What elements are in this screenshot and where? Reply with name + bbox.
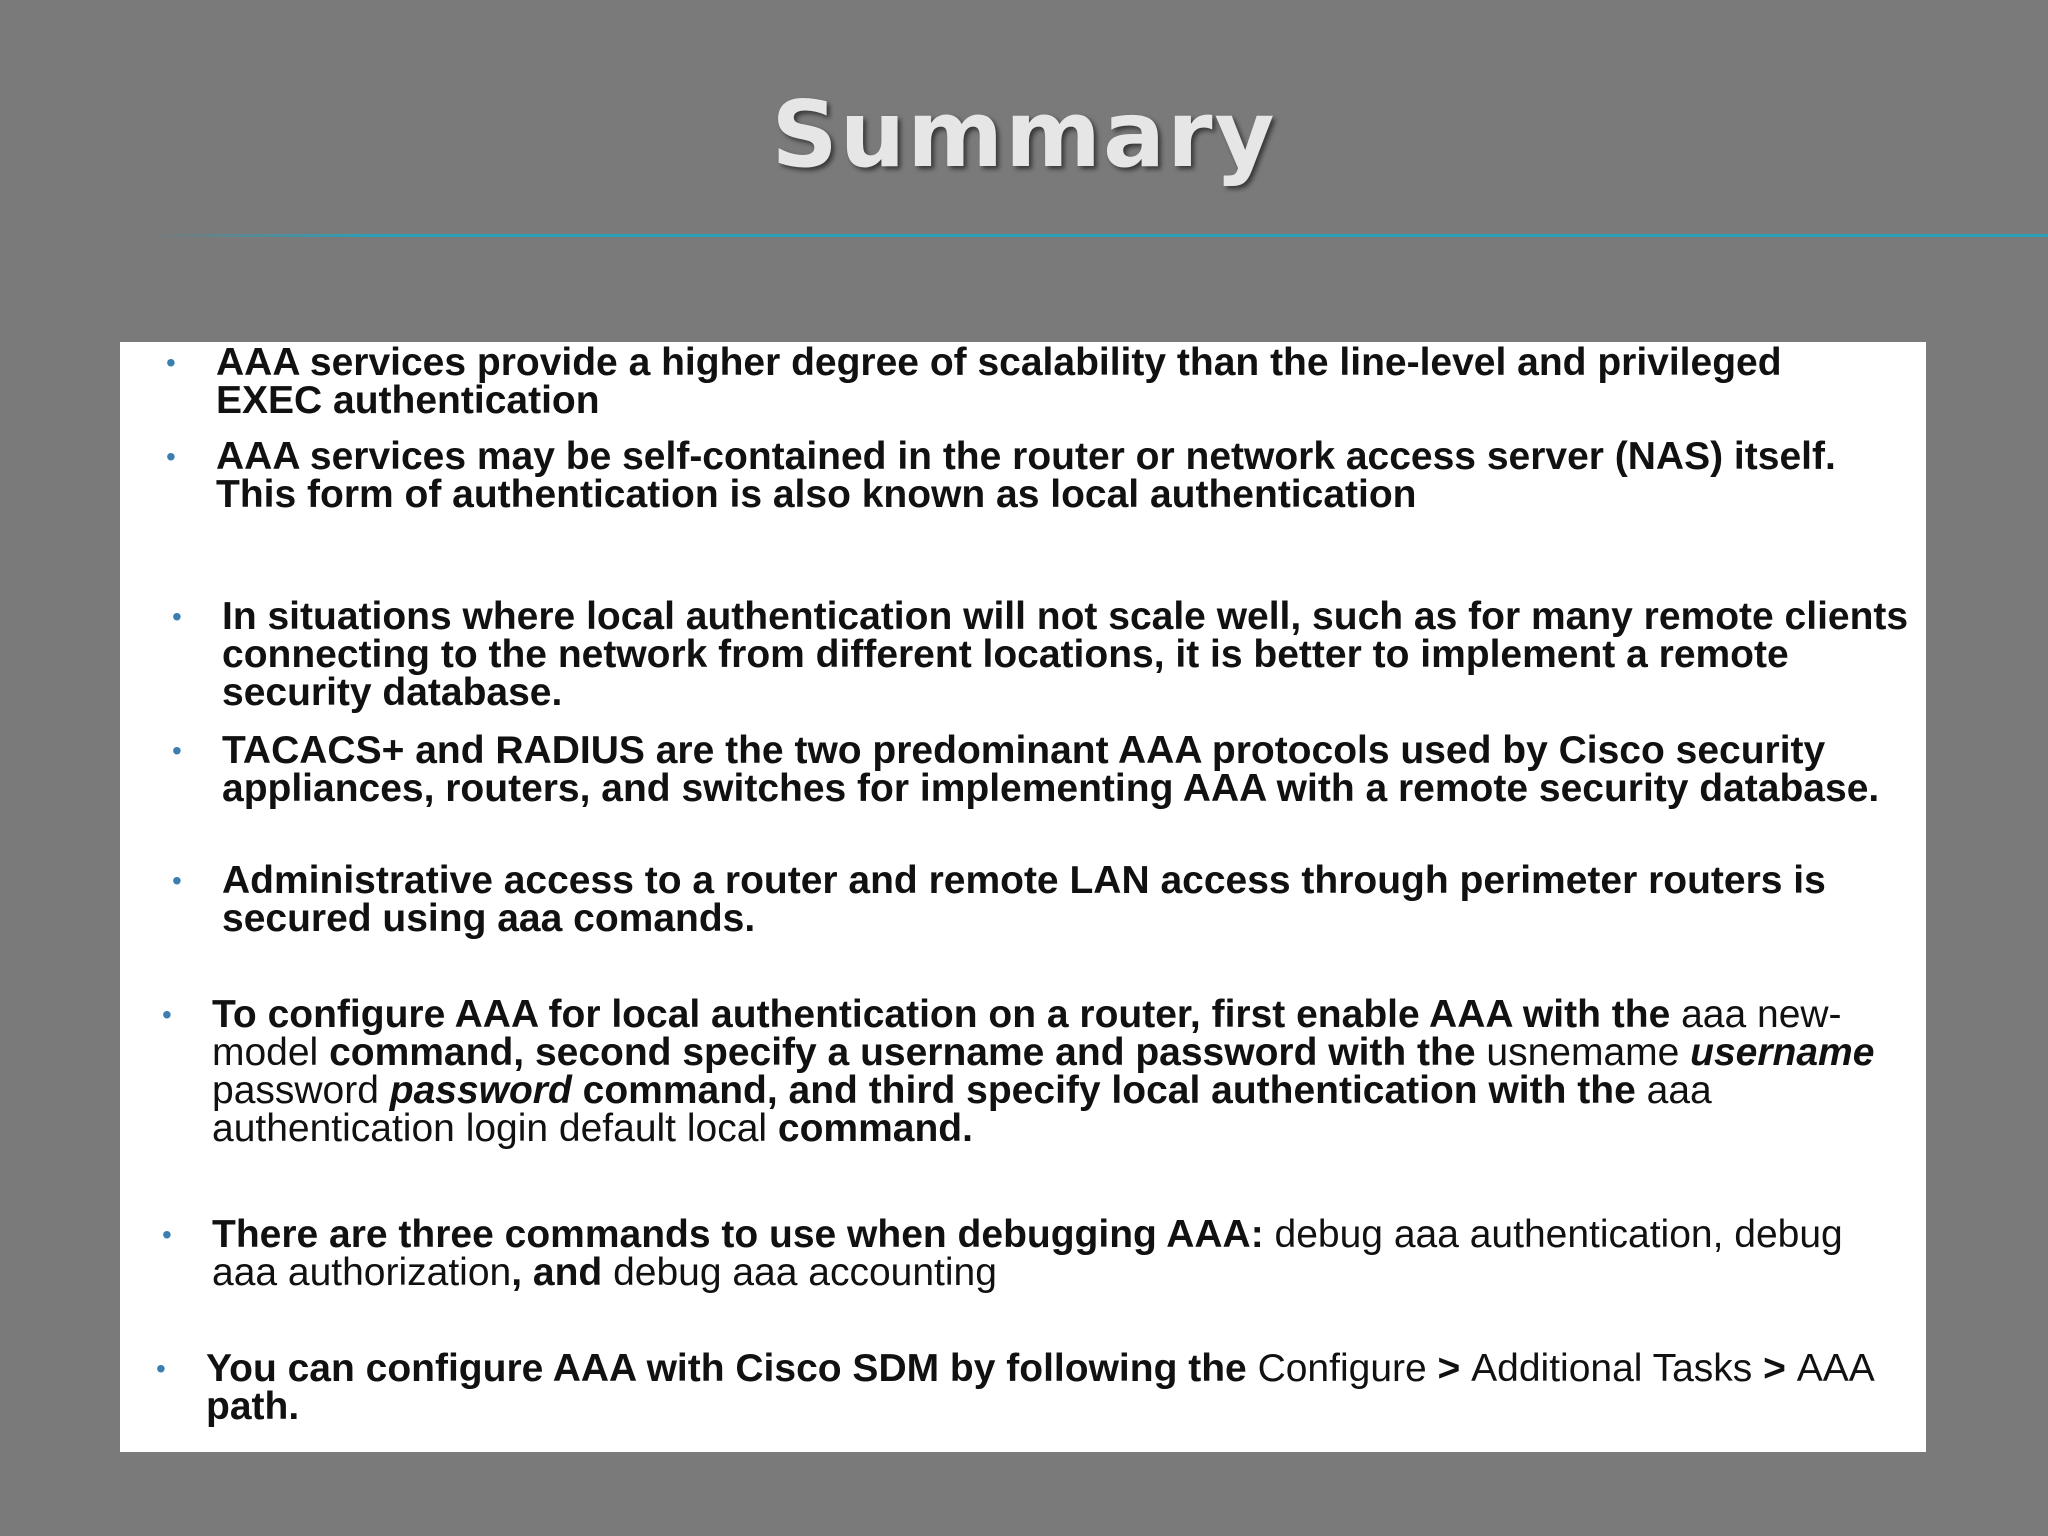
bullet-text-part: > [1752, 1347, 1797, 1390]
bullet-dot-icon: • [166, 441, 176, 472]
bullet-text: AAA services may be self-contained in the router or network access server (NAS) itself. This form of authentication is also known as local authentication [216, 435, 1836, 516]
bullet-text-part: You can configure AAA with Cisco SDM by following the [206, 1347, 1258, 1390]
bullet-item-7 [162, 1213, 1912, 1294]
menu-path-text: AAA [1796, 1347, 1875, 1390]
bullet-dot-icon: • [172, 735, 182, 766]
bullet-dot-icon: • [166, 347, 176, 378]
bullet-text-part: command, second specify a username and password with the [318, 1031, 1487, 1074]
bullet-text-part: > [1426, 1347, 1472, 1390]
bullet-item-6 [162, 993, 1912, 1150]
bullet-text-part: There are three commands to use when debugging AAA: [212, 1213, 1275, 1256]
bullet-item-1 [166, 342, 1856, 422]
command-argument: username [1690, 1031, 1875, 1074]
menu-path-text: Configure [1257, 1347, 1427, 1390]
title-divider [150, 234, 2048, 237]
bullet-text: TACACS+ and RADIUS are the two predominant AAA protocols used by Cisco security appliances, routers, and switches for implementing AAA with a remote security database. [222, 729, 1880, 810]
bullet-text: Administrative access to a router and remote LAN access through perimeter routers is secured using aaa comands. [222, 859, 1826, 940]
bullet-item-5 [172, 859, 1862, 940]
bullet-text-part: command. [767, 1107, 973, 1150]
command-text: debug aaa authentication, debug aaa authorization [212, 1213, 1843, 1294]
bullet-text: AAA services provide a higher degree of scalability than the line-level and privileged EXEC authentication [216, 342, 1782, 422]
bullet-item-2 [166, 435, 1916, 516]
bullet-text-part: command, and third specify local authentication with the [571, 1069, 1647, 1112]
command-text: debug aaa accounting [613, 1251, 997, 1294]
menu-path-text: Additional Tasks [1471, 1347, 1753, 1390]
command-text: password [212, 1069, 390, 1112]
bullet-item-4 [172, 729, 1922, 810]
bullet-dot-icon: • [172, 865, 182, 896]
command-text: aaa authentication login default local [212, 1069, 1712, 1150]
bullet-text-part: To configure AAA for local authentication on a router, first enable AAA with the [212, 993, 1682, 1036]
bullet-dot-icon: • [172, 601, 182, 632]
command-text: aaa new-model [212, 993, 1842, 1074]
slide-title: Summary [771, 81, 1277, 188]
bullet-text-part: path. [206, 1385, 300, 1428]
command-text: usnemame [1486, 1031, 1691, 1074]
bullet-dot-icon: • [156, 1353, 166, 1384]
summary-content-panel [120, 342, 1926, 1452]
bullet-dot-icon: • [162, 999, 172, 1030]
bullet-item-3 [172, 595, 1922, 714]
bullet-text: In situations where local authentication will not scale well, such as for many remote clients connecting to the network from different locations, it is better to implement a remote security database. [222, 595, 1909, 714]
command-argument: password [389, 1069, 572, 1112]
bullet-dot-icon: • [162, 1219, 172, 1250]
bullet-item-8 [156, 1347, 1906, 1428]
bullet-text-part: , and [511, 1251, 614, 1294]
